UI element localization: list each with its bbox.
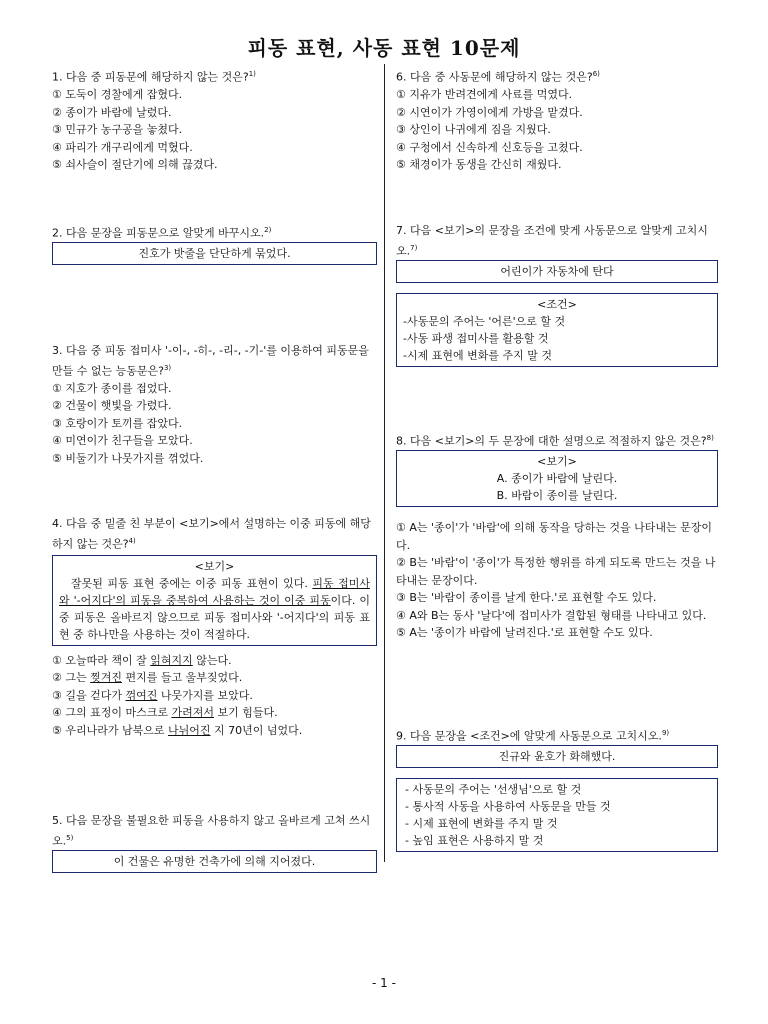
question-3-text <box>52 342 377 380</box>
sentence-box: 진호가 밧줄을 단단하게 묶었다. <box>52 242 377 265</box>
question-9-text <box>396 725 718 745</box>
option-text: 않는다. <box>192 653 232 667</box>
question-6-text <box>396 66 718 86</box>
footnote-ref: 3) <box>163 363 172 372</box>
option-underlined: 가려져서 <box>171 706 214 720</box>
option[interactable]: ② B는 '바람'이 '종이'가 특정한 행위를 하게 되도록 만드는 것을 나타내는 문장이다. <box>396 556 716 587</box>
page-title: 피동 표현, 사동 표현 10문제 <box>247 36 521 60</box>
question-6-prompt: 6. 다음 중 사동문에 해당하지 않는 것은? <box>396 70 593 84</box>
footnote-ref: 4) <box>128 536 136 545</box>
footnote-ref: 5) <box>66 833 74 842</box>
option[interactable]: ④ 구청에서 신속하게 신호등을 고쳤다. <box>396 140 583 154</box>
footnote-ref: 9) <box>661 729 670 737</box>
question-6 <box>396 66 718 174</box>
footnote-ref: 1) <box>248 70 256 78</box>
option[interactable] <box>52 687 377 705</box>
option-text: 편지를 들고 울부짖었다. <box>122 671 243 685</box>
question-7-prompt: 7. 다음 <보기>의 문장을 조건에 맞게 사동문으로 알맞게 고치시오. <box>396 224 708 258</box>
question-9 <box>396 725 718 852</box>
option-text: ⑤ 우리나라가 남북으로 <box>52 723 168 737</box>
condition-box <box>396 293 718 367</box>
example-box-title: <보기> <box>194 559 235 573</box>
question-1 <box>52 66 377 174</box>
option[interactable]: ③ 상인이 나귀에게 짐을 지웠다. <box>396 123 551 137</box>
option[interactable]: ④ A와 B는 동사 '날다'에 접미사가 결합된 형태를 나타내고 있다. <box>396 608 707 622</box>
condition-item: -시제 표현에 변화를 주지 말 것 <box>403 348 552 362</box>
example-text-underlined: 피동 접미사와 '-어지다'의 피동을 중복하여 사용하는 것이 이중 피동 <box>59 576 370 607</box>
sentence-box: 이 건물은 유명한 건축가에 의해 지어졌다. <box>52 850 377 873</box>
condition-item: - 시제 표현에 변화를 주지 말 것 <box>405 817 558 831</box>
question-4 <box>52 515 377 739</box>
option-underlined: 찢겨진 <box>90 671 122 685</box>
question-8-prompt: 8. 다음 <보기>의 두 문장에 대한 설명으로 적절하지 않은 것은? <box>396 434 707 448</box>
example-box <box>396 450 718 507</box>
option-text: ④ 그의 표정이 마스크로 <box>52 706 172 720</box>
option[interactable]: ⑤ A는 '종이가 바람에 날려진다.'로 표현할 수도 있다. <box>396 626 653 640</box>
question-2-prompt: 2. 다음 문장을 피동문으로 알맞게 바꾸시오. <box>52 226 265 240</box>
example-text-part: 잘못된 피동 표현 중에는 이중 피동 표현이 있다. <box>71 576 313 590</box>
condition-item: - 사동문의 주어는 '선생님'으로 할 것 <box>405 783 582 797</box>
question-8 <box>396 430 718 642</box>
column-divider <box>384 64 385 862</box>
option-underlined: 나뉘어진 <box>167 723 211 737</box>
question-7 <box>396 222 718 367</box>
option[interactable]: ③ B는 '바람이 종이를 날게 한다.'로 표현할 수도 있다. <box>396 591 657 605</box>
footnote-ref: 8) <box>706 434 714 442</box>
option[interactable]: ② 종이가 바람에 날렸다. <box>52 105 172 119</box>
footnote-ref: 6) <box>592 70 600 78</box>
question-3-prompt: 3. 다음 중 피동 접미사 '-이-, -히-, -리-, -기-'를 이용하여 피동문을 만들 수 없는 능동문은? <box>52 344 369 378</box>
example-box-text <box>59 575 370 643</box>
option-text: ② 그는 <box>52 671 91 685</box>
question-4-text <box>52 515 377 553</box>
condition-item: - 높임 표현은 사용하지 말 것 <box>405 834 544 848</box>
option-text: 나뭇가지를 보았다. <box>157 688 253 702</box>
question-1-prompt: 1. 다음 중 피동문에 해당하지 않는 것은? <box>52 70 249 84</box>
footnote-ref: 2) <box>264 226 272 234</box>
question-8-text <box>396 430 718 450</box>
condition-item: -사동 파생 접미사를 활용할 것 <box>403 331 549 345</box>
option-underlined: 읽혀지지 <box>150 653 193 667</box>
option[interactable]: ⑤ 채경이가 동생을 간신히 재웠다. <box>396 158 562 172</box>
option[interactable]: ③ 호랑이가 토끼를 잡았다. <box>52 416 183 430</box>
condition-item: -사동문의 주어는 '어른'으로 할 것 <box>403 314 566 328</box>
sentence-box: 진규와 윤호가 화해했다. <box>396 745 718 768</box>
option[interactable]: ③ 민규가 농구공을 놓쳤다. <box>52 123 183 137</box>
option[interactable]: ① 지유가 반려견에게 사료를 먹였다. <box>396 88 573 102</box>
option-text: ③ 길을 걷다가 <box>52 688 126 702</box>
question-9-prompt: 9. 다음 문장을 <조건>에 알맞게 사동문으로 고치시오. <box>396 729 662 743</box>
condition-item: - 통사적 사동을 사용하여 사동문을 만들 것 <box>405 800 611 814</box>
question-7-text <box>396 222 718 260</box>
option-underlined: 꺾여진 <box>125 688 158 702</box>
option[interactable]: ⑤ 쇠사슬이 절단기에 의해 끊겼다. <box>52 158 218 172</box>
condition-box <box>396 778 718 852</box>
question-3 <box>52 342 377 467</box>
option-text: ① 오늘따라 책이 잘 <box>52 653 151 667</box>
example-box <box>52 555 377 646</box>
option[interactable]: ④ 파리가 개구리에게 먹혔다. <box>52 140 193 154</box>
option[interactable]: ⑤ 비둘기가 나뭇가지를 꺾었다. <box>52 451 204 465</box>
question-5-prompt: 5. 다음 문장을 불필요한 피동을 사용하지 않고 올바르게 고쳐 쓰시오. <box>52 814 371 848</box>
question-1-text <box>52 66 377 86</box>
option[interactable] <box>52 652 377 670</box>
option[interactable]: ② 건물이 햇빛을 가렸다. <box>52 399 172 413</box>
option[interactable]: ④ 미연이가 친구들을 모았다. <box>52 434 193 448</box>
condition-box-title: <조건> <box>537 297 577 311</box>
question-4-prompt: 4. 다음 중 밑줄 친 부분이 <보기>에서 설명하는 이중 피동에 해당하지 않는 것은? <box>52 517 371 551</box>
question-2-text <box>52 222 377 242</box>
option[interactable] <box>52 669 377 687</box>
question-2 <box>52 222 377 265</box>
option[interactable] <box>52 704 377 722</box>
example-text-part: 이다. 이중 피동은 올바르지 않으므로 피동 접미사와 '-어지다'의 피동 표현 중 하나만을 사용하는 것이 적절하다. <box>59 593 370 641</box>
example-sentence: B. 바람이 종이를 날린다. <box>496 489 618 503</box>
option[interactable]: ① 지호가 종이를 접었다. <box>52 381 172 395</box>
option-text: 보기 힘들다. <box>214 706 278 720</box>
footnote-ref: 7) <box>410 243 418 252</box>
option[interactable] <box>52 722 377 740</box>
option-text: 지 70년이 넘었다. <box>210 723 303 737</box>
page-number: - 1 - <box>372 976 396 990</box>
question-5 <box>52 812 377 873</box>
example-box-title: <보기> <box>537 455 577 469</box>
option[interactable]: ② 시연이가 가영이에게 가방을 맡겼다. <box>396 105 583 119</box>
option[interactable]: ① 도둑이 경찰에게 잡혔다. <box>52 88 183 102</box>
question-5-text <box>52 812 377 850</box>
option[interactable]: ① A는 '종이'가 '바람'에 의해 동작을 당하는 것을 나타내는 문장이다. <box>396 521 712 552</box>
sentence-box: 어린이가 자동차에 탄다 <box>396 260 718 283</box>
example-sentence: A. 종이가 바람에 날린다. <box>496 472 618 486</box>
